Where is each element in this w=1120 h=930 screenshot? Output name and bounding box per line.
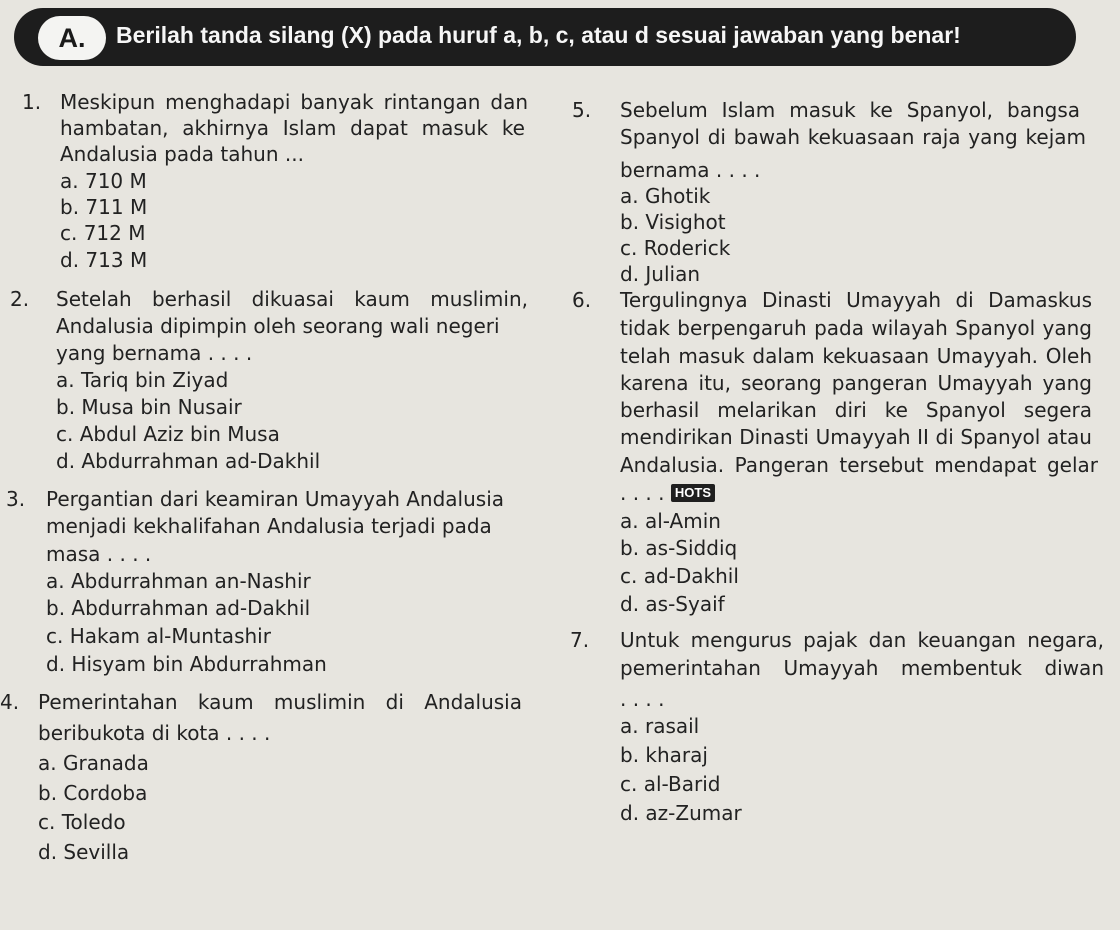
question-text-line: mendirikan Dinasti Umayyah II di Spanyol atau — [620, 425, 1092, 449]
answer-option-c[interactable]: c. ad-Dakhil — [620, 564, 739, 588]
question-number: 3. — [6, 487, 26, 511]
question-text-line: Andalusia. Pangeran tersebut mendapat gelar — [620, 453, 1098, 477]
question-text-line: . . . . — [620, 687, 665, 711]
question-number: 6. — [572, 288, 592, 312]
question-text-line: bernama . . . . — [620, 158, 761, 182]
question-text-line: Meskipun menghadapi banyak rintangan dan — [60, 90, 528, 114]
question-text-line: telah masuk dalam kekuasaan Umayyah. Oleh — [620, 344, 1092, 368]
answer-option-c[interactable]: c. Abdul Aziz bin Musa — [56, 422, 280, 446]
question-text-line: masa . . . . — [46, 542, 152, 566]
answer-option-c[interactable]: c. Toledo — [38, 810, 126, 834]
question-text-line: Untuk mengurus pajak dan keuangan negara, — [620, 628, 1104, 652]
answer-option-b[interactable]: b. Musa bin Nusair — [56, 395, 242, 419]
question-text-line: Spanyol di bawah kekuasaan raja yang kejam — [620, 125, 1086, 149]
answer-option-c[interactable]: c. 712 M — [60, 221, 146, 245]
answer-option-b[interactable]: b. 711 M — [60, 195, 148, 219]
instruction-text: Berilah tanda silang (X) pada huruf a, b, c, atau d sesuai jawaban yang benar! — [116, 22, 961, 48]
question-text-line: tidak berpengaruh pada wilayah Spanyol yang — [620, 316, 1092, 340]
question-text-line: pemerintahan Umayyah membentuk diwan — [620, 656, 1104, 680]
answer-option-b[interactable]: b. Visighot — [620, 210, 726, 234]
answer-option-a[interactable]: a. Ghotik — [620, 184, 711, 208]
answer-option-c[interactable]: c. Roderick — [620, 236, 731, 260]
answer-option-b[interactable]: b. as-Siddiq — [620, 536, 738, 560]
question-text-line: beribukota di kota . . . . — [38, 721, 271, 745]
hots-tag: HOTS — [671, 484, 715, 502]
question-number: 5. — [572, 98, 592, 122]
answer-option-d[interactable]: d. Hisyam bin Abdurrahman — [46, 652, 327, 676]
answer-option-a[interactable]: a. Abdurrahman an-Nashir — [46, 569, 311, 593]
question-text-line: . . . . — [620, 481, 665, 505]
section-badge: A. — [38, 16, 106, 60]
question-text-line: berhasil melarikan diri ke Spanyol segera — [620, 398, 1092, 422]
answer-option-d[interactable]: d. Sevilla — [38, 840, 130, 864]
answer-option-c[interactable]: c. al-Barid — [620, 772, 721, 796]
answer-option-a[interactable]: a. al-Amin — [620, 509, 721, 533]
answer-option-d[interactable]: d. Julian — [620, 262, 701, 286]
question-text-line: hambatan, akhirnya Islam dapat masuk ke — [60, 116, 525, 140]
answer-option-d[interactable]: d. az-Zumar — [620, 801, 742, 825]
question-text-line: Tergulingnya Dinasti Umayyah di Damaskus — [620, 288, 1092, 312]
answer-option-a[interactable]: a. Tariq bin Ziyad — [56, 368, 229, 392]
answer-option-c[interactable]: c. Hakam al-Muntashir — [46, 624, 271, 648]
answer-option-d[interactable]: d. as-Syaif — [620, 592, 725, 616]
question-number: 1. — [22, 90, 42, 114]
question-text-line: Setelah berhasil dikuasai kaum muslimin, — [56, 287, 528, 311]
question-text-line: Andalusia dipimpin oleh seorang wali negeri — [56, 314, 500, 338]
answer-option-a[interactable]: a. rasail — [620, 714, 700, 738]
answer-option-d[interactable]: d. 713 M — [60, 248, 148, 272]
question-text-line: Pemerintahan kaum muslimin di Andalusia — [38, 690, 522, 714]
question-text-line: Pergantian dari keamiran Umayyah Andalusia — [46, 487, 505, 511]
answer-option-b[interactable]: b. kharaj — [620, 743, 708, 767]
instruction-banner — [14, 8, 1076, 66]
question-text-line: Sebelum Islam masuk ke Spanyol, bangsa — [620, 98, 1080, 122]
question-number: 4. — [0, 690, 20, 714]
answer-option-b[interactable]: b. Cordoba — [38, 781, 148, 805]
question-text-line: yang bernama . . . . — [56, 341, 253, 365]
question-number: 2. — [10, 287, 30, 311]
answer-option-a[interactable]: a. Granada — [38, 751, 149, 775]
question-number: 7. — [570, 628, 590, 652]
question-text-line: menjadi kekhalifahan Andalusia terjadi pada — [46, 514, 492, 538]
answer-option-d[interactable]: d. Abdurrahman ad-Dakhil — [56, 449, 321, 473]
answer-option-b[interactable]: b. Abdurrahman ad-Dakhil — [46, 596, 311, 620]
question-text-line: Andalusia pada tahun ... — [60, 142, 304, 166]
answer-option-a[interactable]: a. 710 M — [60, 169, 147, 193]
question-text-line: karena itu, seorang pangeran Umayyah yang — [620, 371, 1092, 395]
